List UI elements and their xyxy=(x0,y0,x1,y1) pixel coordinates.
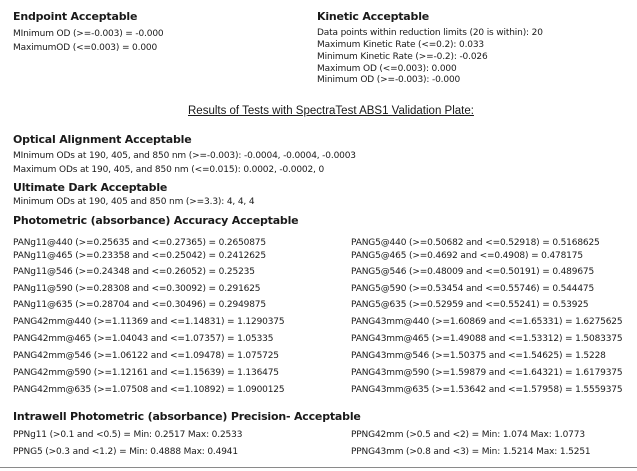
accuracy-row-right: PANG5@635 (>=0.52959 and <=0.55241) = 0.53925 xyxy=(351,300,589,310)
bottom-divider xyxy=(0,467,637,468)
precision-row-right: PPNG42mm (>0.5 and <2) = Min: 1.074 Max: 1.0773 xyxy=(351,430,585,440)
intrawell-precision-heading: Intrawell Photometric (absorbance) Precision- Acceptable xyxy=(13,410,361,423)
precision-row-right: PPNG43mm (>0.8 and <3) = Min: 1.5214 Max: 1.5251 xyxy=(351,447,591,457)
accuracy-row-right: PANG43mm@635 (>=1.53642 and <=1.57958) = 1.5559375 xyxy=(351,385,623,395)
optical-alignment-heading: Optical Alignment Acceptable xyxy=(13,133,192,146)
kinetic-min-rate: Minimum Kinetic Rate (>=-0.2): -0.026 xyxy=(317,52,488,62)
ultimate-dark-heading: Ultimate Dark Acceptable xyxy=(13,181,168,194)
accuracy-row-left: PANG42mm@546 (>=1.06122 and <=1.09478) = 1.075725 xyxy=(13,351,279,361)
optical-alignment-min: MInimum ODs at 190, 405, and 850 nm (>=-0.003): -0.0004, -0.0004, -0.0003 xyxy=(13,151,356,161)
accuracy-row-left: PANG42mm@635 (>=1.07508 and <=1.10892) = 1.0900125 xyxy=(13,385,285,395)
precision-row-left: PPNg11 (>0.1 and <0.5) = Min: 0.2517 Max: 0.2533 xyxy=(13,430,243,440)
accuracy-row-right: PANG43mm@590 (>=1.59879 and <=1.64321) = 1.6179375 xyxy=(351,368,623,378)
results-title: Results of Tests with SpectraTest ABS1 Validation Plate: xyxy=(188,105,474,117)
accuracy-row-left: PANg11@465 (>=0.23358 and <=0.25042) = 0.2412625 xyxy=(13,251,266,261)
accuracy-row-left: PANG42mm@465 (>=1.04043 and <=1.07357) = 1.05335 xyxy=(13,334,274,344)
endpoint-heading: Endpoint Acceptable xyxy=(13,10,138,23)
accuracy-row-left: PANG42mm@440 (>=1.11369 and <=1.14831) = 1.1290375 xyxy=(13,317,285,327)
kinetic-max-od: Maximum OD (<=0.003): 0.000 xyxy=(317,64,457,74)
ultimate-dark-min: Minimum ODs at 190, 405 and 850 nm (>=3.3): 4, 4, 4 xyxy=(13,197,255,207)
accuracy-row-left: PANG42mm@590 (>=1.12161 and <=1.15639) = 1.136475 xyxy=(13,368,279,378)
endpoint-max-od: MaximumOD (<=0.003) = 0.000 xyxy=(13,43,158,53)
endpoint-min-od: MInimum OD (>=-0.003) = -0.000 xyxy=(13,29,164,39)
optical-alignment-max: Maximum ODs at 190, 405, and 850 nm (<=0.015): 0.0002, -0.0002, 0 xyxy=(13,165,325,175)
accuracy-row-left: PANg11@440 (>=0.25635 and <=0.27365) = 0.2650875 xyxy=(13,238,266,248)
accuracy-row-right: PANG5@546 (>=0.48009 and <=0.50191) = 0.489675 xyxy=(351,267,595,277)
accuracy-row-right: PANG5@590 (>=0.53454 and <=0.55746) = 0.544475 xyxy=(351,284,595,294)
kinetic-min-od: Minimum OD (>=-0.003): -0.000 xyxy=(317,75,461,85)
kinetic-heading: Kinetic Acceptable xyxy=(317,10,430,23)
photometric-accuracy-heading: Photometric (absorbance) Accuracy Acceptable xyxy=(13,214,299,227)
accuracy-row-right: PANG43mm@465 (>=1.49088 and <=1.53312) = 1.5083375 xyxy=(351,334,623,344)
accuracy-row-right: PANG5@440 (>=0.50682 and <=0.52918) = 0.5168625 xyxy=(351,238,600,248)
accuracy-row-left: PANg11@546 (>=0.24348 and <=0.26052) = 0.25235 xyxy=(13,267,255,277)
precision-row-left: PPNG5 (>0.3 and <1.2) = Min: 0.4888 Max: 0.4941 xyxy=(13,447,238,457)
accuracy-row-right: PANG43mm@546 (>=1.50375 and <=1.54625) = 1.5228 xyxy=(351,351,606,361)
accuracy-row-right: PANG43mm@440 (>=1.60869 and <=1.65331) = 1.6275625 xyxy=(351,317,623,327)
accuracy-row-right: PANG5@465 (>=0.4692 and <=0.4908) = 0.478175 xyxy=(351,251,583,261)
accuracy-row-left: PANg11@635 (>=0.28704 and <=0.30496) = 0.2949875 xyxy=(13,300,266,310)
accuracy-row-left: PANg11@590 (>=0.28308 and <=0.30092) = 0.291625 xyxy=(13,284,261,294)
kinetic-data-points: Data points within reduction limits (20 is within): 20 xyxy=(317,28,543,38)
kinetic-max-rate: Maximum Kinetic Rate (<=0.2): 0.033 xyxy=(317,40,485,50)
